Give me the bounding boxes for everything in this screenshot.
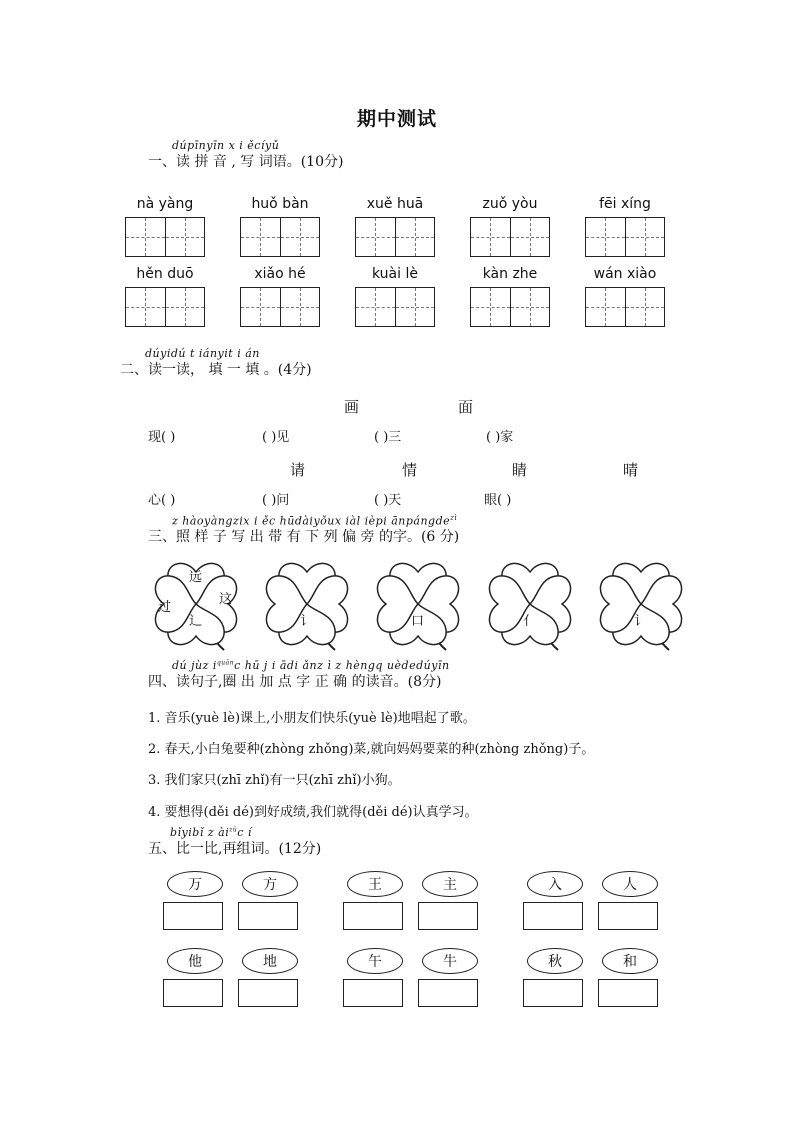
clover-leaf-blank[interactable]	[376, 592, 400, 616]
clover-char-top: 远	[189, 570, 203, 585]
clover-leaf-blank[interactable]	[406, 562, 430, 586]
answer-box[interactable]	[523, 902, 583, 930]
clover-leaf-blank[interactable]	[265, 592, 289, 616]
radical-label: 口	[411, 614, 425, 629]
answer-box[interactable]	[238, 979, 298, 1007]
fill-blank-item[interactable]: 眼( )	[484, 493, 512, 508]
compare-char-oval: 万	[167, 871, 223, 897]
clover-leaf-blank[interactable]	[548, 592, 572, 616]
pinyin-label: huǒ bàn	[251, 196, 309, 212]
fill-blank-item[interactable]: 心( )	[148, 493, 176, 508]
section1-heading: 一、读 拼 音 , 写 词语。(10分)	[148, 154, 344, 170]
compare-char-oval: 入	[527, 871, 583, 897]
choice-char: 晴	[623, 461, 639, 479]
tianzige-box[interactable]	[125, 287, 205, 327]
fill-blank-item[interactable]: ( )三	[374, 430, 402, 445]
compare-char-oval: 牛	[422, 948, 478, 974]
pinyin-label: wán xiào	[593, 266, 657, 282]
clover-leaf-blank[interactable]	[518, 562, 542, 586]
compare-char-oval: 秋	[527, 948, 583, 974]
clover-leaf-blank[interactable]	[659, 592, 683, 616]
section5-pinyin: bǐyibǐ z $ài^{zǔ}c$ í	[170, 826, 252, 839]
fill-blank-item[interactable]: ( )天	[374, 493, 402, 508]
choice-char: 面	[458, 398, 474, 416]
page-title: 期中测试	[356, 108, 437, 130]
clover-char-bottom: 辶	[189, 614, 203, 629]
answer-box[interactable]	[418, 979, 478, 1007]
section4-pinyin: dú jùz $i^{quān}c$ hū j i ādi ǎnz ì z hèngq uèdedúyīn	[172, 659, 450, 672]
sentence-item[interactable]: 2. 春天,小白兔要种(zhòng zhǒng)菜,就向妈妈要菜的种(zhòng zhǒng)子。	[148, 742, 595, 757]
compare-char-oval: 他	[167, 948, 223, 974]
answer-box[interactable]	[163, 902, 223, 930]
section3-pinyin: z hàoyàngzix i ěc hūdàiyǒux iàl ièpi ānpángde$^{zì}$	[172, 514, 458, 528]
choice-char: 请	[290, 461, 306, 479]
pinyin-label: fēi xíng	[599, 196, 651, 212]
pinyin-label: kuài lè	[372, 266, 418, 282]
tianzige-box[interactable]	[585, 287, 665, 327]
compare-char-oval: 和	[602, 948, 658, 974]
answer-box[interactable]	[598, 902, 658, 930]
compare-char-oval: 主	[422, 871, 478, 897]
tianzige-box[interactable]	[240, 217, 320, 257]
choice-char: 睛	[512, 461, 528, 479]
pinyin-label: xuě huā	[366, 196, 424, 212]
clover-leaf-blank[interactable]	[488, 592, 512, 616]
clover-char-left: 过	[158, 600, 172, 615]
answer-box[interactable]	[343, 902, 403, 930]
section4-heading: 四、读句子,圈 出 加 点 字 正 确 的读音。(8分)	[148, 674, 442, 690]
radical-label: 亻	[523, 614, 537, 629]
pinyin-label: zuǒ yòu	[482, 196, 538, 212]
section2-pinyin: dúyidú t iányit i án	[145, 347, 260, 360]
sentence-item[interactable]: 3. 我们家只(zhī zhǐ)有一只(zhī zhǐ)小狗。	[148, 773, 401, 788]
section1-pinyin: dúpīnyīn x i ěcíyǔ	[172, 139, 280, 152]
fill-blank-item[interactable]: ( )见	[262, 430, 290, 445]
fill-blank-item[interactable]: ( )问	[262, 493, 290, 508]
pinyin-label: xiǎo hé	[254, 266, 306, 282]
fill-blank-item[interactable]: 现( )	[148, 430, 176, 445]
choice-char: 情	[402, 461, 418, 479]
compare-char-oval: 方	[242, 871, 298, 897]
tianzige-box[interactable]	[355, 287, 435, 327]
tianzige-box[interactable]	[125, 217, 205, 257]
section3-heading: 三、照 样 子 写 出 带 有 下 列 偏 旁 的字。(6 分)	[148, 529, 460, 545]
clover-leaf-blank[interactable]	[325, 592, 349, 616]
answer-box[interactable]	[238, 902, 298, 930]
clover-leaf-blank[interactable]	[599, 592, 623, 616]
compare-char-oval: 午	[347, 948, 403, 974]
tianzige-box[interactable]	[355, 217, 435, 257]
clover-leaf-blank[interactable]	[295, 562, 319, 586]
radical-label: 讠	[634, 614, 648, 629]
sentence-item[interactable]: 4. 要想得(děi dé)到好成绩,我们就得(děi dé)认真学习。	[148, 805, 478, 820]
sentence-item[interactable]: 1. 音乐(yuè lè)课上,小朋友们快乐(yuè lè)地唱起了歌。	[148, 711, 476, 726]
pinyin-label: kàn zhe	[482, 266, 538, 282]
answer-box[interactable]	[163, 979, 223, 1007]
fill-blank-item[interactable]: ( )家	[486, 430, 514, 445]
clover-char-right: 这	[219, 592, 233, 607]
tianzige-box[interactable]	[470, 217, 550, 257]
radical-label: 讠	[300, 614, 314, 629]
answer-box[interactable]	[343, 979, 403, 1007]
pinyin-label: hěn duō	[136, 266, 194, 282]
compare-char-oval: 地	[242, 948, 298, 974]
section2-heading: 二、读一读， 填 一 填 。(4分)	[120, 362, 312, 378]
pinyin-label: nà yàng	[136, 196, 194, 212]
clover-leaf-blank[interactable]	[629, 562, 653, 586]
section5-heading: 五、比一比,再组词。(12分)	[148, 841, 322, 857]
compare-char-oval: 王	[347, 871, 403, 897]
answer-box[interactable]	[418, 902, 478, 930]
clover-leaf-blank[interactable]	[436, 592, 460, 616]
answer-box[interactable]	[523, 979, 583, 1007]
choice-char: 画	[344, 398, 360, 416]
tianzige-box[interactable]	[470, 287, 550, 327]
tianzige-box[interactable]	[585, 217, 665, 257]
answer-box[interactable]	[598, 979, 658, 1007]
tianzige-box[interactable]	[240, 287, 320, 327]
compare-char-oval: 人	[602, 871, 658, 897]
